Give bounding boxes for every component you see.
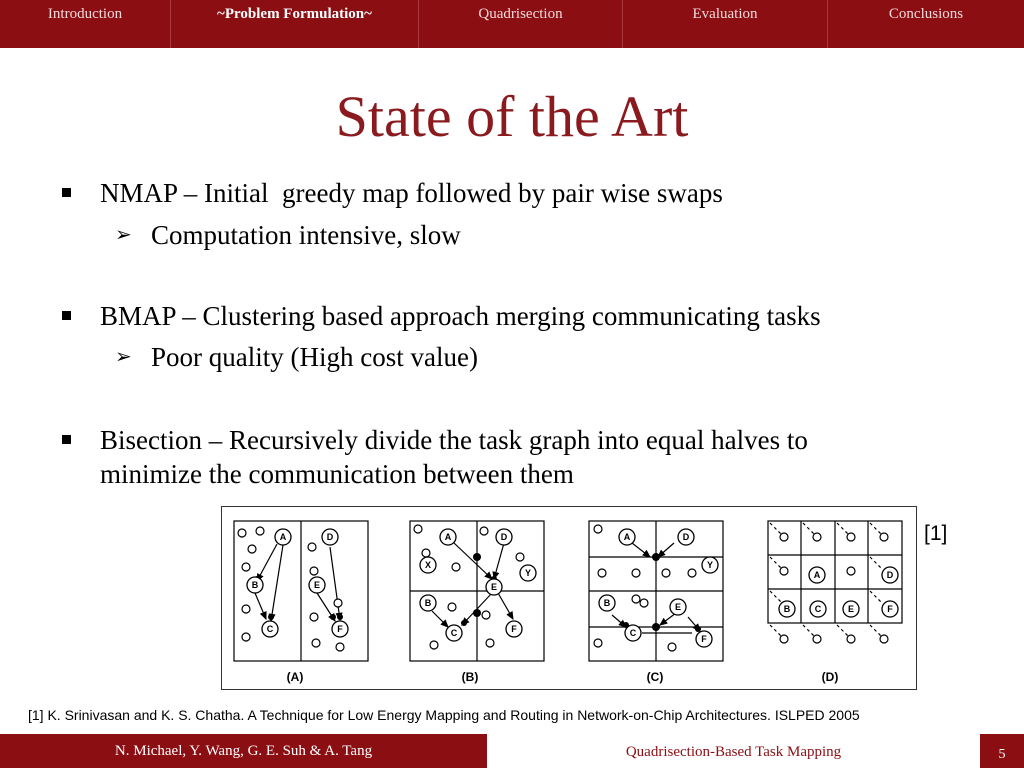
bullet-text: NMAP – Initial greedy map followed by pair wise swaps — [100, 178, 723, 208]
node-label: F — [511, 624, 517, 634]
square-bullet-icon — [62, 311, 71, 320]
node-label: C — [450, 628, 458, 638]
node-label: X — [424, 560, 432, 570]
panel-caption-a: (A) — [286, 670, 304, 684]
node-label: E — [847, 604, 855, 614]
nav-tab-introduction[interactable]: Introduction — [0, 0, 171, 48]
arrow-bullet-icon: ➢ — [115, 346, 132, 368]
node-label: D — [326, 532, 334, 542]
nav-tab-problem-formulation[interactable]: ~Problem Formulation~ — [171, 0, 419, 48]
node-label: A — [813, 570, 821, 580]
sub-bullet-text: Computation intensive, slow — [151, 220, 461, 250]
node-label: C — [266, 624, 274, 634]
node-label: E — [490, 582, 498, 592]
node-label: C — [814, 604, 822, 614]
node-label: D — [500, 532, 508, 542]
node-label: B — [783, 604, 791, 614]
node-label: B — [603, 598, 611, 608]
nav-tab-evaluation[interactable]: Evaluation — [623, 0, 828, 48]
slide-title: State of the Art — [335, 84, 689, 149]
sub-bullet-text: Poor quality (High cost value) — [151, 342, 478, 372]
bullet-text: BMAP – Clustering based approach merging communicating tasks — [100, 301, 821, 331]
footer-talk-title: Quadrisection-Based Task Mapping — [487, 734, 980, 768]
node-label: A — [279, 532, 287, 542]
square-bullet-icon — [62, 435, 71, 444]
node-label: E — [313, 580, 321, 590]
node-label: Y — [706, 560, 714, 570]
node-label: A — [444, 532, 452, 542]
node-label: B — [424, 598, 432, 608]
panel-caption-b: (B) — [461, 670, 479, 684]
section-nav — [0, 0, 1024, 48]
node-label: B — [251, 580, 259, 590]
panel-caption-c: (C) — [646, 670, 664, 684]
node-label: E — [674, 602, 682, 612]
bullet-text: Bisection – Recursively divide the task graph into equal halves to minimize the communication between them — [100, 425, 808, 489]
square-bullet-icon — [62, 188, 71, 197]
node-label: F — [701, 634, 707, 644]
figure-reference: [1] — [924, 522, 948, 545]
mapping-diagram — [222, 507, 916, 689]
nav-tab-conclusions[interactable]: Conclusions — [888, 6, 964, 22]
arrow-bullet-icon: ➢ — [115, 224, 132, 246]
node-label: C — [629, 628, 637, 638]
node-label: D — [886, 570, 894, 580]
page-number: 5 — [980, 734, 1024, 768]
node-label: Y — [524, 568, 532, 578]
footer-authors: N. Michael, Y. Wang, G. E. Suh & A. Tang — [0, 734, 487, 768]
node-label: F — [337, 624, 343, 634]
panel-caption-d: (D) — [821, 670, 839, 684]
node-label: F — [887, 604, 893, 614]
node-label: D — [682, 532, 690, 542]
citation: [1] K. Srinivasan and K. S. Chatha. A Technique for Low Energy Mapping and Routing in Network-on-Chip Architectures. ISLPED 2005 — [28, 707, 860, 723]
nav-tab-quadrisection[interactable]: Quadrisection — [419, 0, 623, 48]
node-label: A — [623, 532, 631, 542]
mapping-figure — [221, 506, 917, 690]
